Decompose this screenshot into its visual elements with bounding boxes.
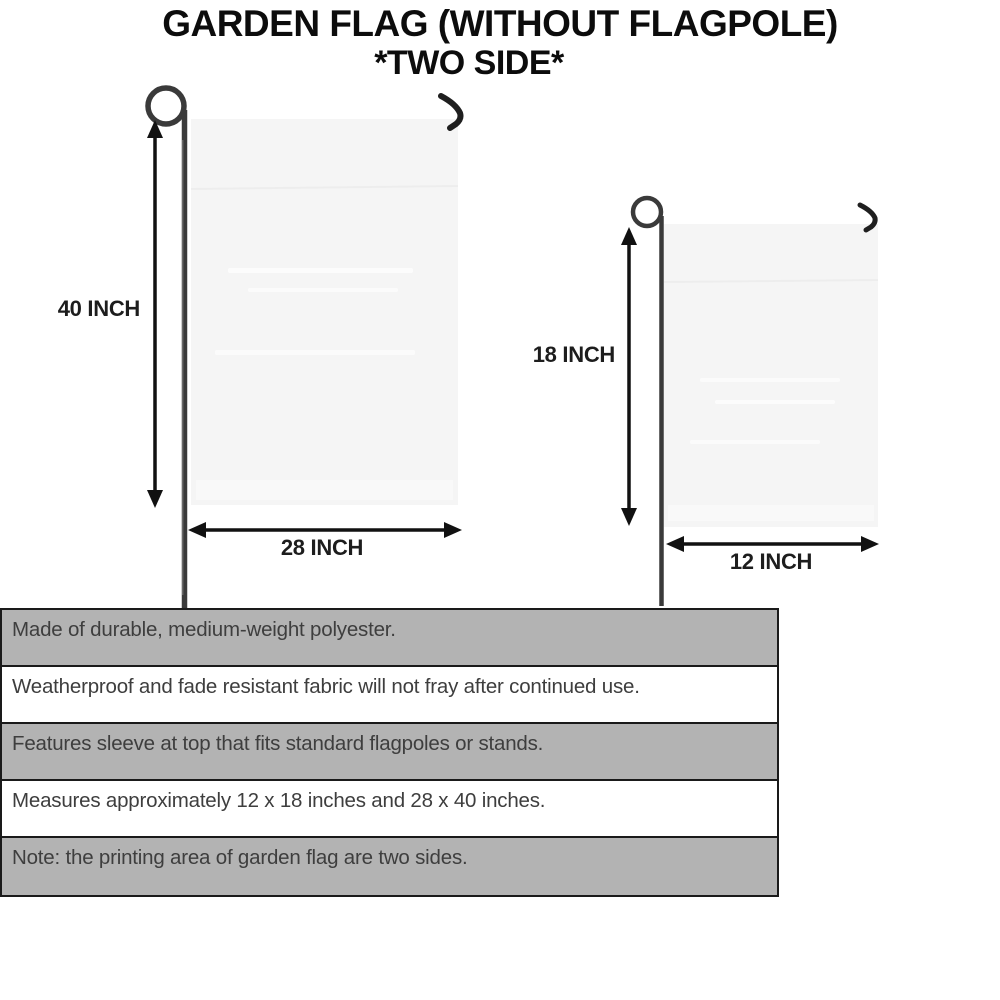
large-flag-bottom-sheen bbox=[196, 480, 453, 500]
title-line-1: GARDEN FLAG (WITHOUT FLAGPOLE) bbox=[162, 3, 838, 44]
feature-row: Features sleeve at top that fits standard flagpoles or stands. bbox=[2, 724, 777, 781]
large-flag-width-label: 28 INCH bbox=[280, 535, 364, 560]
title-line-2: *TWO SIDE* bbox=[374, 44, 564, 82]
large-flag-wrinkle bbox=[215, 350, 415, 355]
large-flag-wrinkle bbox=[228, 268, 413, 273]
small-flag-body bbox=[664, 224, 878, 527]
small-flag-height-label: 18 INCH bbox=[532, 342, 615, 367]
small-flag bbox=[664, 224, 878, 527]
feature-row: Weatherproof and fade resistant fabric will not fray after continued use. bbox=[2, 667, 777, 724]
large-flag-wrinkle bbox=[248, 288, 398, 292]
small-flag-width-label: 12 INCH bbox=[729, 549, 813, 574]
large-flag-height-label: 40 INCH bbox=[57, 296, 140, 321]
small-height-arrow bbox=[621, 227, 637, 526]
small-flag-wrinkle bbox=[700, 378, 840, 382]
small-flag-wrinkle bbox=[690, 440, 820, 444]
large-flag-body bbox=[191, 119, 458, 505]
small-flag-wrinkle bbox=[715, 400, 835, 404]
feature-row: Measures approximately 12 x 18 inches and 28 x 40 inches. bbox=[2, 781, 777, 838]
pole-loop-icon bbox=[633, 198, 661, 226]
large-height-arrow bbox=[147, 120, 163, 508]
feature-row: Note: the printing area of garden flag are two sides. bbox=[2, 838, 777, 895]
large-flag bbox=[191, 119, 458, 505]
small-flag-bottom-sheen bbox=[668, 505, 874, 521]
feature-row: Made of durable, medium-weight polyester. bbox=[2, 610, 777, 667]
pole-loop-icon bbox=[148, 88, 184, 124]
feature-list bbox=[0, 608, 779, 897]
